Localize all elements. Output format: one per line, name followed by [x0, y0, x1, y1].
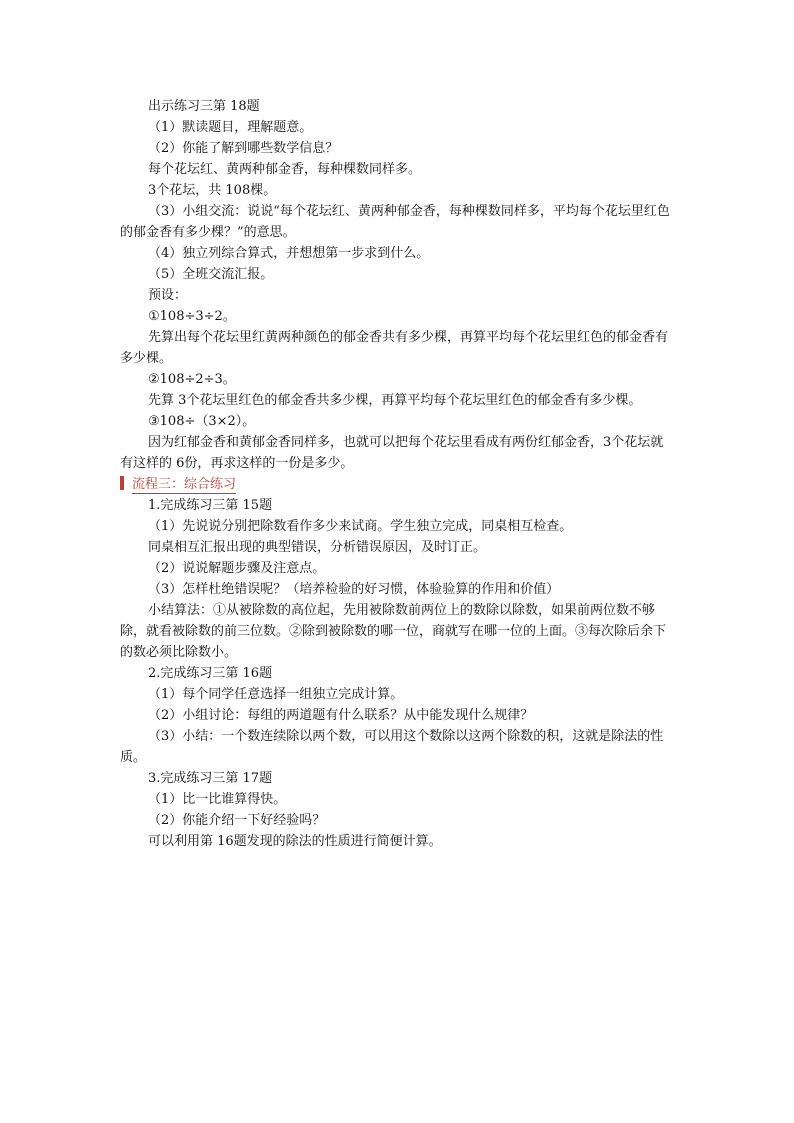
algorithm-summary: 小结算法：①从被除数的高位起，先用被除数前两位上的数除以除数，如果前两位数不够除，就看被除数的前三位数。②除到被除数的哪一位，商就写在哪一位的上面。③每次除后余下的数必须比除数小。: [120, 603, 667, 660]
step-2: （2）你能了解到哪些数学信息？: [148, 141, 339, 156]
document-body: [120, 96, 676, 852]
exercise-intro: 出示练习三第 18题: [148, 99, 260, 114]
section-title: 流程三：综合练习: [132, 477, 237, 492]
heading-marker: [120, 476, 124, 490]
method-1-explanation: 先算出每个花坛里红黄两种颜色的郁金香共有多少棵，再算平均每个花坛里红色的郁金香有多少棵。: [120, 330, 669, 366]
practice-2-step-1: （1）每个同学任意选择一组独立完成计算。: [148, 687, 404, 702]
practice-3-note: 可以利用第 16题发现的除法的性质进行简便计算。: [148, 834, 442, 849]
practice-3: 3.完成练习三第 17题: [148, 771, 273, 786]
step-3: （3）小组交流：说说“每个花坛红、黄两种郁金香，每种棵数同样多，平均每个花坛里红色的郁金香有多少棵？”的意思。: [120, 204, 670, 240]
step-1: （1）默读题目，理解题意。: [148, 120, 313, 135]
practice-1-note: 同桌相互汇报出现的典型错误，分析错误原因，及时订正。: [148, 540, 487, 555]
method-2-explanation: 先算 3个花坛里红色的郁金香共多少棵，再算平均每个花坛里红色的郁金香有多少棵。: [148, 393, 642, 408]
practice-1: 1.完成练习三第 15题: [148, 498, 273, 513]
info-line-1: 每个花坛红、黄两种郁金香，每种棵数同样多。: [148, 162, 422, 177]
section-heading: [120, 474, 676, 495]
step-5: （5）全班交流汇报。: [148, 267, 274, 282]
practice-3-step-1: （1）比一比谁算得快。: [148, 792, 287, 807]
preset-label: 预设：: [148, 288, 188, 303]
practice-1-step-3: （3）怎样杜绝错误呢？（培养检验的好习惯，体验验算的作用和价值）: [148, 582, 560, 597]
step-4: （4）独立列综合算式，并想想第一步求到什么。: [148, 246, 430, 261]
practice-2-step-3: （3）小结：一个数连续除以两个数，可以用这个数除以这两个除数的积，这就是除法的性质。: [120, 729, 664, 765]
method-2: ②108÷2÷3。: [148, 372, 236, 387]
practice-2-step-2: （2）小组讨论：每组的两道题有什么联系？从中能发现什么规律？: [148, 708, 534, 723]
practice-1-step-2: （2）说说解题步骤及注意点。: [148, 561, 326, 576]
practice-3-step-2: （2）你能介绍一下好经验吗？: [148, 813, 326, 828]
method-3: ③108÷（3×2）。: [148, 414, 256, 429]
practice-1-step-1: （1）先说说分别把除数看作多少来试商。学生独立完成，同桌相互检查。: [148, 519, 573, 534]
method-1: ①108÷3÷2。: [148, 309, 236, 324]
method-3-explanation: 因为红郁金香和黄郁金香同样多，也就可以把每个花坛里看成有两份红郁金香，3个花坛就有这样的 6份，再求这样的一份是多少。: [120, 435, 664, 471]
practice-2: 2.完成练习三第 16题: [148, 666, 273, 681]
info-line-2: 3个花坛，共 108棵。: [148, 183, 277, 198]
